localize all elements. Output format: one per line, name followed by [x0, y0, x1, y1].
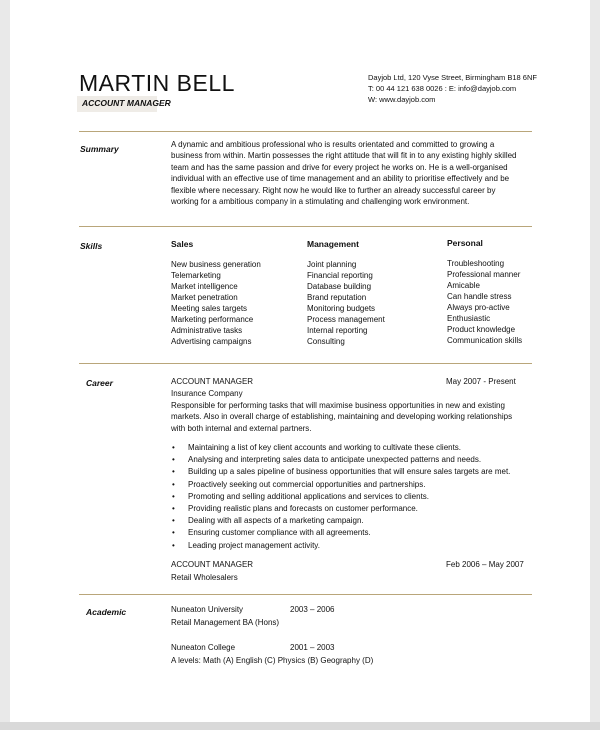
list-item: Telemarketing [171, 271, 221, 280]
list-item: Monitoring budgets [307, 304, 376, 313]
list-item: Professional manner [447, 270, 521, 279]
divider-rule [79, 363, 532, 364]
job1-duties-list [172, 442, 510, 552]
school-name: Nuneaton University [171, 605, 244, 614]
list-item: Advertising campaigns [171, 337, 252, 346]
list-item: Brand reputation [307, 293, 367, 302]
job2-title: ACCOUNT MANAGER [171, 560, 254, 569]
list-item: • Analysing and interpreting sales data to anticipate unexpected patterns and needs. [172, 454, 510, 466]
skills-personal-heading: Personal [447, 238, 483, 248]
academic-label: Academic [86, 607, 127, 617]
job2-dates: Feb 2006 – May 2007 [446, 560, 524, 569]
list-item: • Ensuring customer compliance with all agreements. [172, 527, 510, 539]
list-item: • Maintaining a list of key client accounts and working to cultivate these clients. [172, 442, 510, 454]
list-item: New business generation [171, 260, 261, 269]
summary-line: working for a ambitious company in a stimulating and challenging work environment. [171, 197, 470, 207]
list-item: Marketing performance [171, 315, 254, 324]
list-item: Joint planning [307, 260, 357, 269]
list-item: Always pro-active [447, 303, 510, 312]
list-item: Process management [307, 315, 385, 324]
job1-company: Insurance Company [171, 389, 243, 398]
summary-text [171, 139, 517, 207]
list-item: Database building [307, 282, 372, 291]
list-item: • Proactively seeking out commercial opportunities and partnerships. [172, 479, 510, 491]
school-years: 2001 – 2003 [290, 643, 335, 652]
list-item: • Dealing with all aspects of a marketing campaign. [172, 515, 510, 527]
career-label: Career [86, 378, 113, 388]
job1-dates: May 2007 - Present [446, 377, 516, 386]
divider-rule [79, 594, 532, 595]
summary-line: individual with an effective use of time management and an ability to prioritise effectively and be [171, 174, 510, 184]
skills-label: Skills [80, 241, 103, 251]
job1-description [171, 400, 512, 434]
contact-web: W: www.dayjob.com [368, 95, 436, 104]
list-item: Communication skills [447, 336, 523, 345]
job1-description-line: Responsible for performing tasks that will maximise business opportunities in new and existing [171, 401, 505, 410]
list-item: • Building up a sales pipeline of business opportunities that will ensure sales targets are met. [172, 466, 510, 478]
viewer-left-margin [0, 0, 10, 730]
list-item: Market penetration [171, 293, 238, 302]
list-item: Administrative tasks [171, 326, 243, 335]
summary-line: business from within. Martin possesses the right attitude that will fit in to any existing highly skilled [171, 151, 517, 161]
list-item: Financial reporting [307, 271, 373, 280]
divider-rule [79, 226, 532, 227]
list-item: • Promoting and selling additional applications and services to clients. [172, 491, 510, 503]
school-name: Nuneaton College [171, 643, 236, 652]
job1-title: ACCOUNT MANAGER [171, 377, 254, 386]
list-item: Internal reporting [307, 326, 368, 335]
list-item: Consulting [307, 337, 345, 346]
list-item: • Providing realistic plans and forecasts on customer performance. [172, 503, 510, 515]
list-item: Enthusiastic [447, 314, 491, 323]
skills-management-list [307, 259, 385, 347]
contact-phone-email: T: 00 44 121 638 0026 : E: info@dayjob.com [368, 84, 517, 93]
course-name: Retail Management BA (Hons) [171, 618, 280, 627]
school-years: 2003 – 2006 [290, 605, 335, 614]
summary-line: flexible where necessary. Right now he would like to further an already successful career by [171, 185, 496, 195]
list-item: Can handle stress [447, 292, 512, 301]
skills-sales-list [171, 259, 261, 347]
list-item: Product knowledge [447, 325, 516, 334]
list-item: Troubleshooting [447, 259, 505, 268]
list-item: Amicable [447, 281, 480, 290]
summary-line: team and has the same passion and drive for every project he works on. He is a well-organised [171, 162, 508, 172]
candidate-name: MARTIN BELL [79, 70, 235, 96]
skills-sales-heading: Sales [171, 239, 194, 249]
viewer-bottom-margin [0, 722, 600, 730]
viewer-right-margin [590, 0, 600, 730]
job2-company: Retail Wholesalers [171, 573, 238, 582]
contact-address: Dayjob Ltd, 120 Vyse Street, Birmingham B18 6NF [368, 73, 537, 82]
divider-rule [79, 131, 532, 132]
list-item: Meeting sales targets [171, 304, 248, 313]
job1-description-line: markets. Also in overall charge of establishing, maintaining and developing working relationships [171, 412, 513, 422]
summary-line: A dynamic and ambitious professional who is results orientated and committed to growing a [171, 140, 495, 149]
list-item: Market intelligence [171, 282, 238, 291]
skills-personal-list [447, 258, 522, 346]
summary-label: Summary [80, 144, 119, 154]
a-level-results: A levels: Math (A) English (C) Physics (B) Geography (D) [171, 656, 374, 665]
job-title: ACCOUNT MANAGER [82, 98, 171, 108]
list-item: • Leading project management activity. [172, 540, 510, 552]
skills-management-heading: Management [307, 239, 359, 249]
job1-description-line: with both internal and external partners. [171, 423, 312, 433]
